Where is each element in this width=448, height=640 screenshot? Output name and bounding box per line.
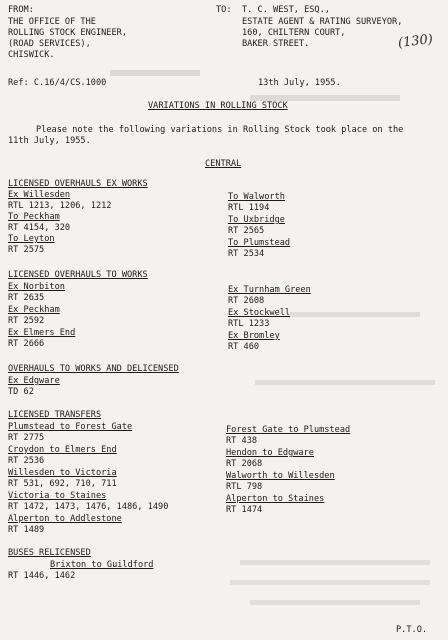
handwritten-number: (130) [397, 31, 434, 52]
route-heading: Plumstead to Forest Gate [8, 422, 133, 432]
intro-line: Please note the following variations in Rolling Stock took place on the [36, 125, 404, 135]
vehicle-list: RT 2608 [228, 296, 265, 306]
show-through-mark [255, 380, 435, 385]
route-heading: Forest Gate to Plumstead [226, 425, 351, 435]
vehicle-list: RT 1474 [226, 505, 263, 515]
vehicle-list: RTL 798 [226, 482, 263, 492]
reference: Ref: C.16/4/CS.1000 [8, 78, 107, 88]
show-through-mark [240, 560, 430, 565]
central-heading: CENTRAL [205, 159, 242, 169]
depot-heading: To Leyton [8, 234, 55, 244]
vehicle-list: RT 438 [226, 436, 258, 446]
route-heading: Walworth to Willesden [226, 471, 335, 481]
route-heading: Croydon to Elmers End [8, 445, 117, 455]
from-line: CHISWICK. [8, 50, 55, 60]
vehicle-list: RT 4154, 320 [8, 223, 71, 233]
to-label: TO: [216, 5, 232, 15]
section-heading: LICENSED OVERHAULS EX WORKS [8, 179, 148, 189]
route-heading: Alperton to Addlestone [8, 514, 122, 524]
depot-heading: Ex Stockwell [228, 308, 291, 318]
to-line: 160, CHILTERN COURT, [242, 28, 346, 38]
vehicle-list: RTL 1213, 1206, 1212 [8, 201, 112, 211]
route-heading: Brixton to Guildford [50, 560, 154, 570]
show-through-mark [250, 600, 420, 605]
depot-heading: To Uxbridge [228, 215, 285, 225]
vehicle-list: RT 1472, 1473, 1476, 1486, 1490 [8, 502, 169, 512]
section-heading: LICENSED OVERHAULS TO WORKS [8, 270, 148, 280]
to-line: ESTATE AGENT & RATING SURVEYOR, [242, 17, 403, 27]
route-heading: Alperton to Staines [226, 494, 325, 504]
from-label: FROM: [8, 5, 34, 15]
vehicle-list: RT 2775 [8, 433, 45, 443]
route-heading: Willesden to Victoria [8, 468, 117, 478]
vehicle-list: RT 1446, 1462 [8, 571, 76, 581]
depot-heading: Ex Edgware [8, 376, 60, 386]
vehicle-list: TD 62 [8, 387, 34, 397]
vehicle-list: RT 1489 [8, 525, 45, 535]
to-line: BAKER STREET. [242, 39, 310, 49]
document-title: VARIATIONS IN ROLLING STOCK [148, 101, 288, 111]
section-heading: BUSES RELICENSED [8, 548, 91, 558]
vehicle-list: RT 531, 692, 710, 711 [8, 479, 117, 489]
from-line: (ROAD SERVICES), [8, 39, 91, 49]
letter-date: 13th July, 1955. [258, 78, 341, 88]
vehicle-list: RT 2592 [8, 316, 45, 326]
vehicle-list: RT 2666 [8, 339, 45, 349]
depot-heading: Ex Turnham Green [228, 285, 311, 295]
depot-heading: Ex Peckham [8, 305, 60, 315]
show-through-mark [230, 580, 430, 585]
vehicle-list: RT 2534 [228, 249, 265, 259]
vehicle-list: RT 2536 [8, 456, 45, 466]
depot-heading: To Walworth [228, 192, 285, 202]
pto-note: P.T.O. [396, 625, 428, 635]
depot-heading: Ex Elmers End [8, 328, 76, 338]
depot-heading: To Plumstead [228, 238, 291, 248]
vehicle-list: RTL 1194 [228, 203, 270, 213]
from-line: THE OFFICE OF THE [8, 17, 96, 27]
depot-heading: Ex Norbiton [8, 282, 65, 292]
vehicle-list: RT 2575 [8, 245, 45, 255]
depot-heading: Ex Willesden [8, 190, 71, 200]
from-line: ROLLING STOCK ENGINEER, [8, 28, 127, 38]
depot-heading: Ex Bromley [228, 331, 280, 341]
section-heading: LICENSED TRANSFERS [8, 410, 102, 420]
vehicle-list: RT 460 [228, 342, 260, 352]
show-through-mark [290, 312, 420, 317]
to-line: T. C. WEST, ESQ., [242, 5, 330, 15]
show-through-mark [110, 70, 200, 76]
vehicle-list: RTL 1233 [228, 319, 270, 329]
section-heading: OVERHAULS TO WORKS AND DELICENSED [8, 364, 179, 374]
depot-heading: To Peckham [8, 212, 60, 222]
vehicle-list: RT 2068 [226, 459, 263, 469]
vehicle-list: RT 2565 [228, 226, 265, 236]
route-heading: Victoria to Staines [8, 491, 107, 501]
vehicle-list: RT 2635 [8, 293, 45, 303]
intro-line: 11th July, 1955. [8, 136, 91, 146]
route-heading: Hendon to Edgware [226, 448, 314, 458]
